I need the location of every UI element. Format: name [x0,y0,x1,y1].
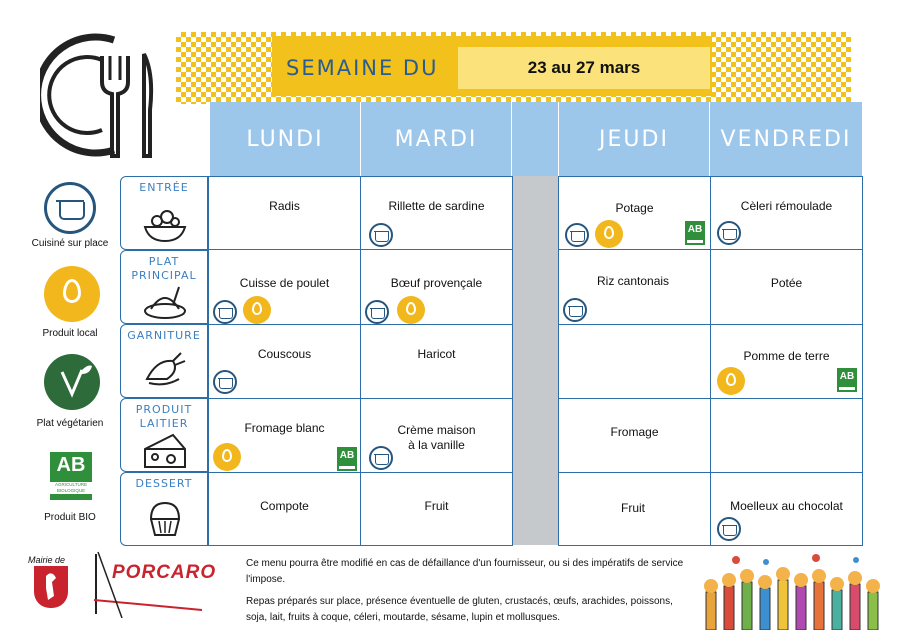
wednesday-closed-column [512,176,558,545]
town-crest-icon [34,566,68,608]
dish-name: Cèleri rémoulade [740,199,833,213]
day-header-lundi: LUNDI [210,102,361,176]
cooked-on-site-icon [717,517,741,541]
dish-name: Crème maison à la vanille [397,423,476,452]
menu-cell-entree-vendredi [710,176,863,250]
mairie-label: Mairie de [28,555,66,565]
footer-notice: Ce menu pourra être modifié en cas de défaillance d'un fournisseur, ou si des impératifs de service l'impose. [246,558,684,585]
day-header-vendredi: VENDREDI [710,102,863,176]
dish-name: Riz cantonais [597,274,670,288]
rice-plate-icon [143,283,187,323]
local-product-icon [595,220,623,248]
menu-cell-plat-mardi [360,249,513,325]
dish-name: Rillette de sardine [388,199,485,213]
category-plat-principal [120,250,208,324]
dish-name: Bœuf provençale [390,276,483,290]
menu-cell-dessert-mardi [360,472,513,546]
cooked-on-site-icon [213,370,237,394]
vegetarian-legend-icon [44,354,100,410]
category-entree [120,176,208,250]
dish-name: Radis [269,199,300,213]
menu-cell-entree-lundi [208,176,361,250]
cooked-on-site-icon [213,300,237,324]
day-header-jeudi: JEUDI [559,102,710,176]
dish-name: Compote [260,499,309,513]
menu-cell-plat-lundi [208,249,361,325]
menu-cell-laitier-vendredi [710,398,863,473]
category-produit-laitier [120,398,208,472]
category-label: ENTRÉE [139,181,189,194]
menu-cell-garniture-vendredi [710,324,863,399]
menu-cell-dessert-jeudi [558,472,711,546]
local-product-icon [213,443,241,471]
header-title: SEMAINE DU [286,56,439,80]
cooked-on-site-icon [717,221,741,245]
dish-name: Cuisse de poulet [239,276,330,290]
menu-cell-dessert-lundi [208,472,361,546]
cheese-icon [143,431,187,471]
local-product-icon [397,296,425,324]
bio-label-icon: AB [685,221,705,245]
legend-sur-place-label: Cuisiné sur place [31,238,109,249]
menu-cell-entree-mardi [360,176,513,250]
cooked-on-site-icon [565,223,589,247]
dish-name: Pomme de terre [743,349,830,363]
bio-label-icon: AB [337,447,357,471]
dish-name: Fromage blanc [244,421,325,435]
legend-vegetarien-label: Plat végétarien [36,418,104,429]
menu-cell-garniture-mardi [360,324,513,399]
day-header-mardi: MARDI [361,102,512,176]
menu-cell-plat-vendredi [710,249,863,325]
salad-bowl-icon [143,205,187,245]
cooked-on-site-legend-icon [44,182,96,234]
bio-legend-icon [50,452,92,500]
local-product-legend-icon [44,266,100,322]
bio-label-icon: AB [837,368,857,392]
cooked-on-site-icon [369,223,393,247]
legend-local-label: Produit local [42,328,98,339]
legend-bio-label: Produit BIO [44,512,96,523]
cutlery-logo-icon [40,26,164,162]
category-garniture [120,324,208,398]
local-product-icon [717,367,745,395]
vegetables-icon [143,349,187,389]
day-header-blank [512,102,559,176]
dish-name: Fruit [621,501,645,515]
dish-name: Haricot [417,347,456,361]
dish-name: Potée [770,276,803,290]
dish-name: Potage [615,201,654,215]
cupcake-icon [143,497,187,537]
dish-name: Couscous [257,347,312,361]
menu-cell-dessert-vendredi [710,472,863,546]
category-label: PLAT PRINCIPAL [131,255,197,282]
category-label: DESSERT [135,477,193,490]
cooked-on-site-icon [563,298,587,322]
menu-cell-entree-jeudi [558,176,711,250]
cooked-on-site-icon [369,446,393,470]
bio-legend-letters: AB [56,454,86,476]
dish-name: Fruit [424,499,449,513]
header-date: 23 au 27 mars [458,47,710,89]
menu-cell-laitier-lundi [208,398,361,473]
category-label: PRODUIT LAITIER [135,403,193,430]
children-hands-illustration [696,552,886,630]
menu-cell-laitier-mardi [360,398,513,473]
bio-legend-subtext: AGRICULTURE BIOLOGIQUE [50,482,92,494]
category-label: GARNITURE [127,329,201,342]
dish-name: Moelleux au chocolat [730,499,843,513]
menu-cell-garniture-lundi [208,324,361,399]
local-product-icon [243,296,271,324]
porcaro-wordmark: PORCARO [112,562,217,583]
cooked-on-site-icon [365,300,389,324]
category-dessert [120,472,208,546]
footer-allergens: Repas préparés sur place, présence éventuelle de gluten, crustacés, œufs, arachides, poissons, soja, lait, fruits à coque, céleri, moutarde, sésame, lupin et mollusques. [246,596,673,623]
menu-cell-laitier-jeudi [558,398,711,473]
menu-cell-plat-jeudi [558,249,711,325]
menu-cell-garniture-jeudi [558,324,711,399]
porcaro-logo [92,548,222,618]
dish-name: Fromage [610,425,659,439]
